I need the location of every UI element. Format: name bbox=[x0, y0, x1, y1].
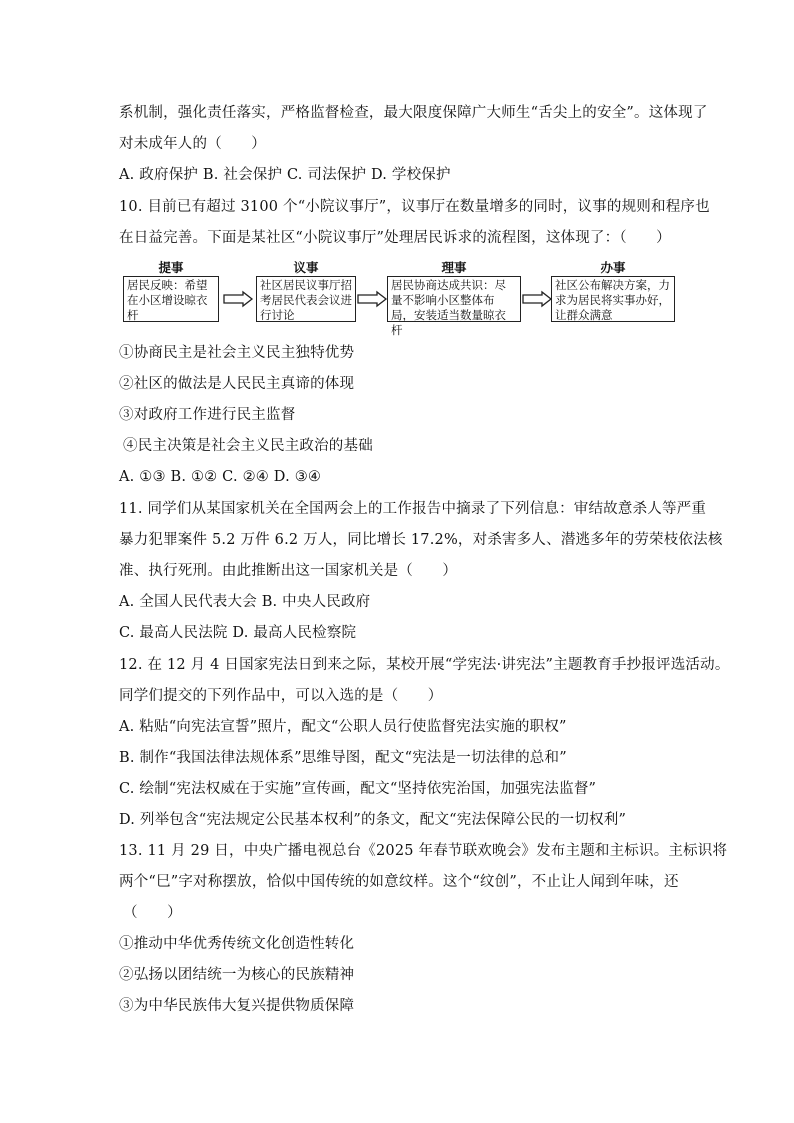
q10-item-4: ④民主决策是社会主义民主政治的基础 bbox=[123, 438, 373, 454]
q10-text-line-1: 10. 目前已有超过 3100 个“小院议事厅”，议事厅在数量增多的同时，议事的规则和程序也 bbox=[119, 199, 710, 215]
flow-stage-label: 议事 bbox=[293, 260, 319, 275]
q13-item-2: ②弘扬以团结统一为核心的民族精神 bbox=[119, 967, 355, 983]
q12-option-b: B. 制作“我国法律法规体系”思维导图，配文“宪法是一切法律的总和” bbox=[119, 750, 567, 766]
flow-box-discuss: 社区居民议事厅招考居民代表会议进行讨论 bbox=[256, 276, 356, 322]
flow-stage-label: 提事 bbox=[158, 260, 184, 275]
flow-stage-label: 理事 bbox=[441, 260, 467, 275]
flow-box-execute: 社区公布解决方案，力求为居民将实事办好，让群众满意 bbox=[551, 276, 675, 322]
double-arrow-icon bbox=[223, 291, 253, 307]
q13-item-1: ①推动中华优秀传统文化创造性转化 bbox=[119, 936, 355, 952]
flow-stage-label: 办事 bbox=[600, 260, 626, 275]
q11-text-line-2: 暴力犯罪案件 5.2 万件 6.2 万人，同比增长 17.2%，对杀害多人、潜逃多年的劳荣枝依法核 bbox=[119, 532, 723, 548]
q9-options: A. 政府保护 B. 社会保护 C. 司法保护 D. 学校保护 bbox=[119, 167, 451, 183]
q13-item-3: ③为中华民族伟大复兴提供物质保障 bbox=[119, 998, 355, 1014]
q9-text-line-2: 对未成年人的（ ） bbox=[119, 136, 266, 152]
q10-item-3: ③对政府工作进行民主监督 bbox=[119, 407, 296, 423]
q10-item-2: ②社区的做法是人民民主真谛的体现 bbox=[119, 376, 355, 392]
flow-box-raise: 居民反映：希望在小区增设晾衣杆 bbox=[123, 276, 219, 322]
q11-options-2: C. 最高人民法院 D. 最高人民检察院 bbox=[119, 625, 357, 641]
q10-text-line-2: 在日益完善。下面是某社区“小院议事厅”处理居民诉求的流程图，这体现了：（ ） bbox=[119, 230, 671, 246]
q13-answer-blank: （ ） bbox=[123, 905, 182, 921]
q10-item-1: ①协商民主是社会主义民主独特优势 bbox=[119, 345, 355, 361]
q12-text-line-2: 同学们提交的下列作品中，可以入选的是（ ） bbox=[119, 688, 443, 704]
double-arrow-icon bbox=[357, 291, 387, 307]
q9-text-line-1: 系机制，强化责任落实，严格监督检查，最大限度保障广大师生“舌尖上的安全”。这体现了 bbox=[119, 105, 708, 121]
q12-option-d: D. 列举包含“宪法规定公民基本权利”的条文，配文“宪法保障公民的一切权利” bbox=[119, 812, 627, 828]
q11-text-line-3: 准、执行死刑。由此推断出这一国家机关是（ ） bbox=[119, 563, 458, 579]
q10-options: A. ①③ B. ①② C. ②④ D. ③④ bbox=[119, 469, 322, 485]
double-arrow-icon bbox=[522, 291, 552, 307]
q11-text-line-1: 11. 同学们从某国家机关在全国两会上的工作报告中摘录了下列信息：审结故意杀人等严重 bbox=[119, 501, 707, 517]
process-flowchart bbox=[119, 258, 679, 337]
q12-text-line-1: 12. 在 12 月 4 日国家宪法日到来之际，某校开展“学宪法·讲宪法”主题教育手抄报评选活动。 bbox=[119, 657, 730, 673]
q11-options-1: A. 全国人民代表大会 B. 中央人民政府 bbox=[119, 594, 371, 610]
q12-option-a: A. 粘贴“向宪法宣誓”照片，配文“公职人员行使监督宪法实施的职权” bbox=[119, 719, 567, 735]
q13-text-line-1: 13. 11 月 29 日，中央广播电视总台《2025 年春节联欢晚会》发布主题和主标识。主标识将 bbox=[119, 843, 728, 859]
flow-box-handle: 居民协商达成共识：尽量不影响小区整体布局，安装适当数量晾衣杆 bbox=[387, 276, 521, 322]
q12-option-c: C. 绘制“宪法权威在于实施”宣传画，配文“坚持依宪治国，加强宪法监督” bbox=[119, 781, 597, 797]
q13-text-line-2: 两个“巳”字对称摆放，恰似中国传统的如意纹样。这个“纹创”，不止让人闻到年味，还 bbox=[119, 874, 679, 890]
